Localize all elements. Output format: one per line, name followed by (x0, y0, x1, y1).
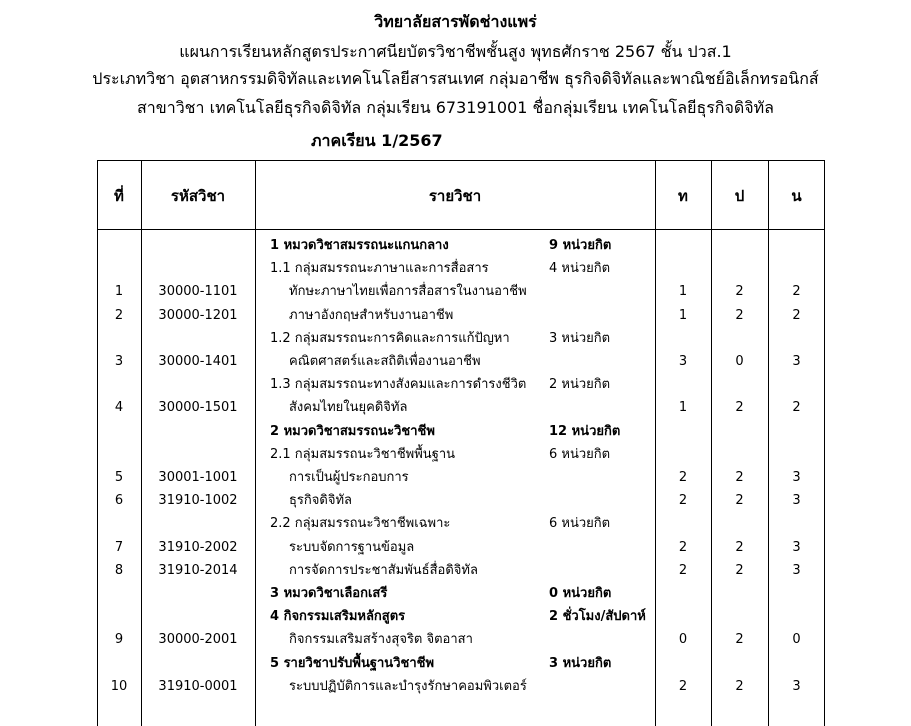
course-code: 30001-1001 (158, 470, 238, 485)
practice-hours: 2 (735, 400, 744, 415)
course-code: 31910-2014 (158, 563, 238, 578)
course-code: 31910-2002 (158, 540, 238, 555)
credits: 3 (792, 540, 801, 555)
row-number: 10 (110, 679, 128, 694)
term-title: ภาคเรียน 1/2567 (311, 131, 443, 150)
category-credits: 12 หน่วยกิต (549, 424, 621, 439)
theory-hours: 2 (678, 563, 688, 578)
theory-hours: 1 (678, 284, 688, 299)
credits: 2 (792, 284, 801, 299)
course-name: ระบบปฏิบัติการและบำรุงรักษาคอมพิวเตอร์ (289, 679, 527, 694)
subgroup-heading: 2.2 กลุ่มสมรรถนะวิชาชีพเฉพาะ (270, 516, 451, 531)
practice-hours: 2 (735, 470, 744, 485)
category-heading: 5 รายวิชาปรับพื้นฐานวิชาชีพ (270, 656, 435, 671)
column-header-no: ที่ (114, 187, 124, 205)
practice-hours: 2 (735, 493, 744, 508)
subgroup-heading: 2.1 กลุ่มสมรรถนะวิชาชีพพื้นฐาน (270, 447, 456, 462)
theory-hours: 2 (678, 679, 688, 694)
credits: 2 (792, 308, 801, 323)
credits: 0 (792, 632, 801, 647)
credits: 3 (792, 493, 801, 508)
course-name: ภาษาอังกฤษสำหรับงานอาชีพ (289, 308, 454, 323)
column-header-p: ป (734, 187, 745, 205)
subgroup-credits: 6 หน่วยกิต (549, 447, 611, 462)
row-number: 4 (114, 400, 124, 415)
course-name: กิจกรรมเสริมสร้างสุจริต จิตอาสา (289, 632, 473, 647)
college-title: วิทยาลัยสารพัดช่างแพร่ (374, 12, 537, 31)
course-code: 30000-2001 (158, 632, 238, 647)
table-divider (255, 160, 256, 726)
credits: 3 (792, 470, 801, 485)
category-credits: 2 ชั่วโมง/สัปดาห์ (549, 609, 646, 624)
row-number: 1 (114, 284, 124, 299)
theory-hours: 3 (678, 354, 688, 369)
theory-hours: 1 (678, 400, 688, 415)
subgroup-credits: 4 หน่วยกิต (549, 261, 611, 276)
practice-hours: 2 (735, 308, 744, 323)
credits: 2 (792, 400, 801, 415)
row-number: 3 (114, 354, 124, 369)
column-header-name: รายวิชา (428, 187, 482, 205)
category-line: ประเภทวิชา อุตสาหกรรมดิจิทัลและเทคโนโลยีสารสนเทศ กลุ่มอาชีพ ธุรกิจดิจิทัลและพาณิชย์อิเล็กทรอนิกส์ (92, 69, 819, 88)
row-number: 5 (114, 470, 124, 485)
course-name: คณิตศาสตร์และสถิติเพื่องานอาชีพ (289, 354, 481, 369)
theory-hours: 2 (678, 470, 688, 485)
category-credits: 9 หน่วยกิต (549, 238, 612, 253)
course-name: ทักษะภาษาไทยเพื่อการสื่อสารในงานอาชีพ (289, 284, 527, 299)
subgroup-credits: 2 หน่วยกิต (549, 377, 611, 392)
subgroup-credits: 3 หน่วยกิต (549, 331, 611, 346)
category-credits: 0 หน่วยกิต (549, 586, 612, 601)
theory-hours: 1 (678, 308, 688, 323)
practice-hours: 2 (735, 679, 744, 694)
column-header-t: ท (678, 187, 688, 205)
category-heading: 4 กิจกรรมเสริมหลักสูตร (270, 609, 406, 624)
practice-hours: 2 (735, 284, 744, 299)
course-code: 30000-1501 (158, 400, 238, 415)
course-name: การจัดการประชาสัมพันธ์สื่อดิจิทัล (289, 563, 478, 578)
credits: 3 (792, 563, 801, 578)
course-code: 31910-1002 (158, 493, 238, 508)
subgroup-heading: 1.2 กลุ่มสมรรถนะการคิดและการแก้ปัญหา (270, 331, 510, 346)
row-number: 6 (114, 493, 124, 508)
header-separator (97, 229, 825, 230)
course-code: 30000-1401 (158, 354, 238, 369)
credits: 3 (792, 354, 801, 369)
course-code: 30000-1201 (158, 308, 238, 323)
practice-hours: 2 (735, 563, 744, 578)
theory-hours: 2 (678, 540, 688, 555)
column-header-code: รหัสวิชา (170, 187, 226, 205)
category-heading: 1 หมวดวิชาสมรรถนะแกนกลาง (270, 238, 449, 253)
course-code: 31910-0001 (158, 679, 238, 694)
category-heading: 2 หมวดวิชาสมรรถนะวิชาชีพ (270, 424, 435, 439)
practice-hours: 2 (735, 540, 744, 555)
practice-hours: 0 (735, 354, 744, 369)
category-credits: 3 หน่วยกิต (549, 656, 612, 671)
course-name: ระบบจัดการฐานข้อมูล (289, 540, 415, 555)
theory-hours: 2 (678, 493, 688, 508)
course-name: สังคมไทยในยุคดิจิทัล (289, 400, 408, 415)
course-name: ธุรกิจดิจิทัล (289, 493, 353, 508)
subgroup-heading: 1.3 กลุ่มสมรรถนะทางสังคมและการดำรงชีวิต (270, 377, 527, 392)
course-code: 30000-1101 (158, 284, 238, 299)
subgroup-heading: 1.1 กลุ่มสมรรถนะภาษาและการสื่อสาร (270, 261, 489, 276)
course-name: การเป็นผู้ประกอบการ (289, 470, 409, 485)
column-header-n: น (791, 187, 802, 205)
subgroup-credits: 6 หน่วยกิต (549, 516, 611, 531)
major-line: สาขาวิชา เทคโนโลยีธุรกิจดิจิทัล กลุ่มเรียน 673191001 ชื่อกลุ่มเรียน เทคโนโลยีธุรกิจดิจิทัล (137, 98, 774, 117)
credits: 3 (792, 679, 801, 694)
practice-hours: 2 (735, 632, 744, 647)
row-number: 8 (114, 563, 124, 578)
plan-title: แผนการเรียนหลักสูตรประกาศนียบัตรวิชาชีพชั้นสูง พุทธศักราช 2567 ชั้น ปวส.1 (179, 42, 732, 61)
row-number: 2 (114, 308, 124, 323)
row-number: 7 (114, 540, 124, 555)
category-heading: 3 หมวดวิชาเลือกเสรี (270, 586, 388, 601)
row-number: 9 (114, 632, 124, 647)
theory-hours: 0 (678, 632, 688, 647)
